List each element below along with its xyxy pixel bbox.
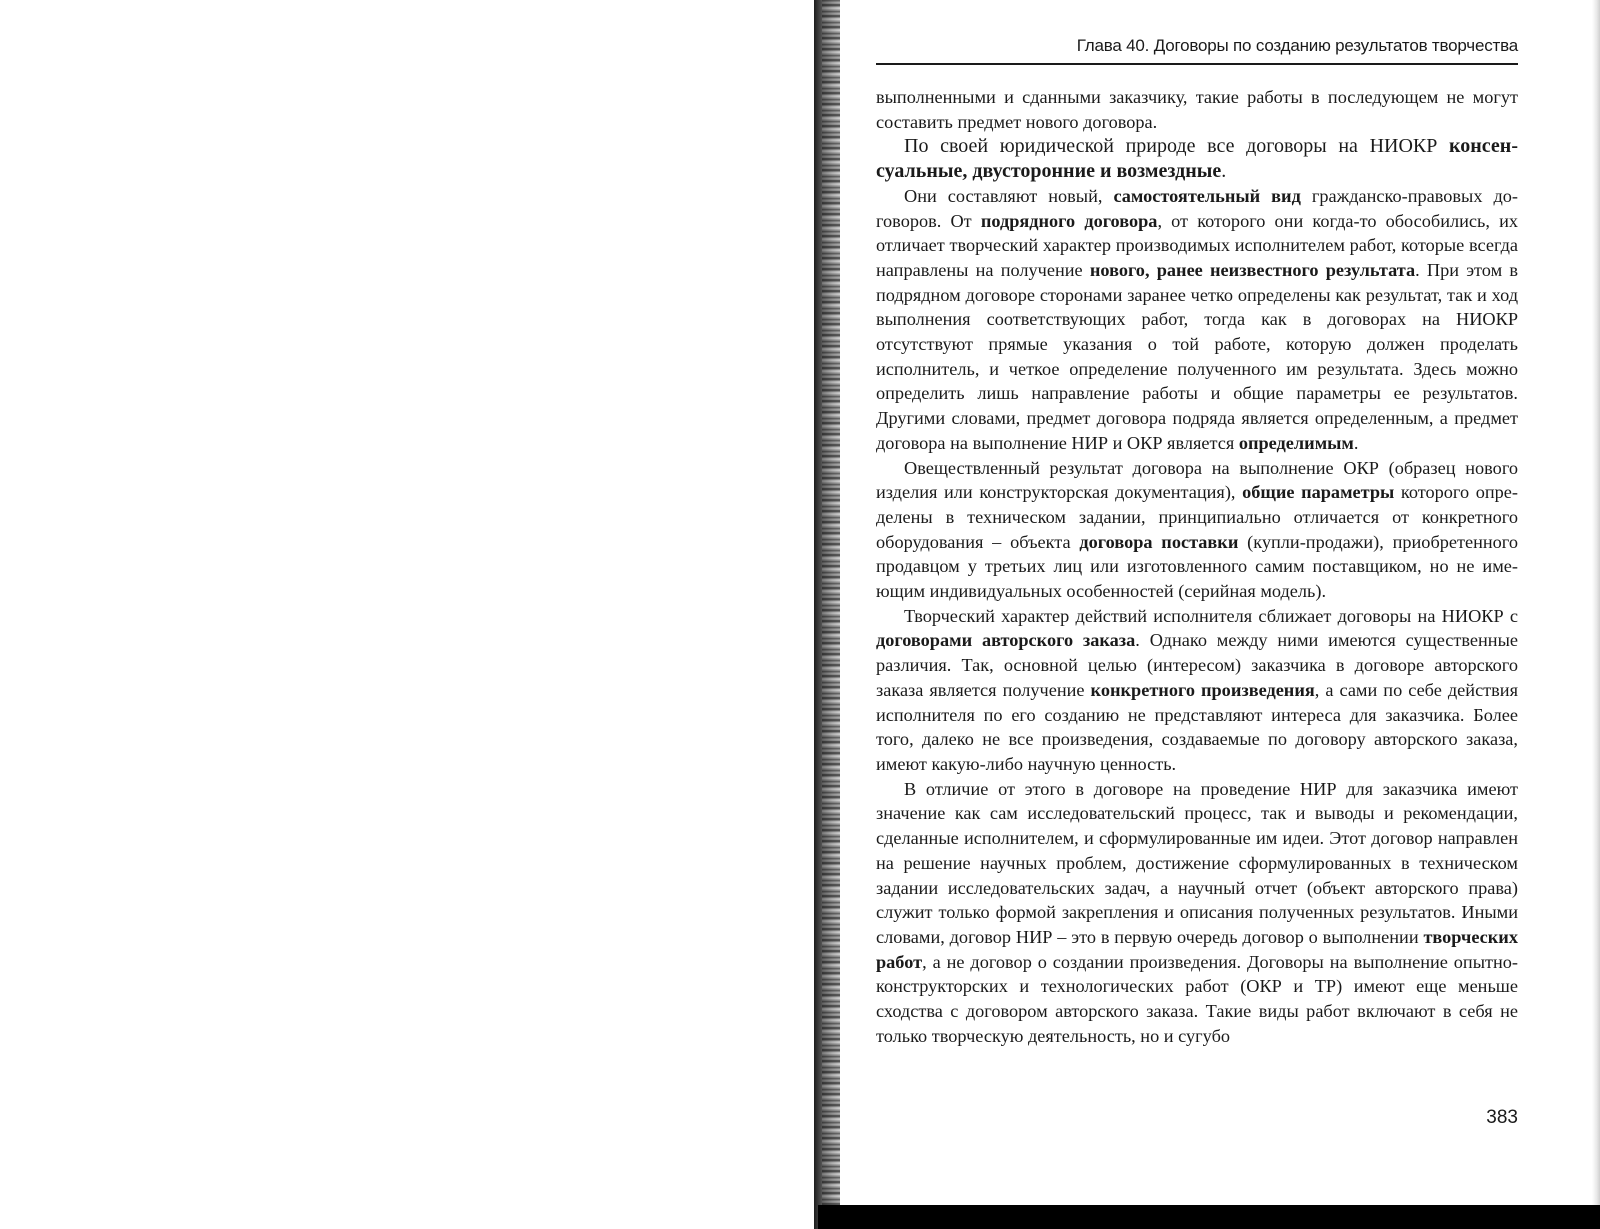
bold-term: определимым xyxy=(1238,432,1354,453)
text-segment: , а сами по себе действия исполнителя по его созданию не представляют интереса для заказчика. Более того, далеко не все произведения, создаваемые по договору авторского заказа, имеют какую-либо научную ценность. xyxy=(876,679,1518,774)
book-binding-edge xyxy=(814,0,822,1229)
text-segment: В отличие от этого в договоре на проведение НИР для заказчика имеют значение как сам исследовательский процесс, так и выводы и рекомендации, сделанные исполнителем, и сформулированные им идеи. Этот договор направлен на решение научных проблем, достижение сформулированных в техническом задании исследовательских задач, а научный отчет (объект авторского права) служит только формой закрепления и описания полученных результатов. Иными словами, договор НИР – это в первую очередь договор о выполнении xyxy=(876,778,1518,947)
page-number: 383 xyxy=(1486,1107,1518,1128)
text-segment: . Однако между ними имеются существенные различия. Так, основной целью (интересом) заказчика в договоре авторского заказа является получение xyxy=(876,630,1518,700)
paragraph xyxy=(876,184,1518,456)
text-segment: Творческий характер действий исполнителя сближает договоры на НИОКР с xyxy=(904,605,1518,626)
bold-term: договора поставки xyxy=(1079,531,1239,552)
text-segment: гражданско-правовых договоров. От xyxy=(876,185,1519,231)
book-page xyxy=(876,36,1518,1048)
text-segment: , от которого они когда-то обособились, их отличает творческий характер производимых исполнителем работ, которые всегда направлены на получение xyxy=(876,210,1518,280)
paragraph xyxy=(876,456,1518,604)
text-segment: . xyxy=(1353,432,1359,453)
paragraph xyxy=(876,85,1518,134)
scan-bottom-band xyxy=(818,1205,1600,1229)
bold-term: общие параметры xyxy=(1242,482,1395,503)
bold-term: самостоятельный вид xyxy=(1113,185,1301,206)
paragraph xyxy=(876,777,1518,1049)
bold-term: творческих работ xyxy=(876,926,1518,972)
bold-term: консенсуальные, двусторонние и возмездные xyxy=(876,135,1518,183)
page-body-text xyxy=(876,85,1518,1048)
running-head: Глава 40. Договоры по созданию результатов творчества xyxy=(876,36,1518,65)
bold-term: договорами авторского заказа xyxy=(876,630,1136,651)
text-segment: . xyxy=(1221,160,1227,183)
text-segment: По своей юридической природе все договоры на НИОКР xyxy=(904,135,1450,158)
bold-term: нового, ранее неизвестного результата xyxy=(1089,259,1416,280)
text-segment: выполненными и сданными заказчику, такие работы в последующем не могут составить предмет нового договора. xyxy=(876,87,1518,132)
text-segment: Овеществленный результат договора на выполнение ОКР (образец нового изделия или конструкторская документация), xyxy=(876,457,1518,503)
bold-term: конкретного произведения xyxy=(1090,679,1315,700)
paragraph xyxy=(876,134,1518,183)
text-segment: Они составляют новый, xyxy=(904,185,1114,206)
text-segment: (купли-продажи), приобретенного продавцом у третьих лиц или изготовленного самим поставщиком, но не имеющим индивидуальных особенностей (серийная модель). xyxy=(876,531,1518,602)
page-right-edge xyxy=(1592,0,1600,1229)
paragraph xyxy=(876,604,1518,777)
bold-term: подрядного договора xyxy=(980,210,1158,231)
text-segment: которого определены в техническом задании, принципиально отличается от конкретного оборудования – объекта xyxy=(876,482,1518,552)
text-segment: . При этом в подрядном договоре сторонами заранее четко определены как результат, так и ход выполнения соответствующих работ, тогда как в договорах на НИОКР отсутствуют прямые указания о той работе, которую должен проделать исполнитель, и четкое определение полученного им результата. Здесь можно определить лишь направление работы и общие параметры ее результатов. Другими словами, предмет договора подряда является определенным, а предмет договора на выполнение НИР и ОКР является xyxy=(876,259,1519,453)
text-segment: , а не договор о создании произведения. Договоры на выполнение опытно-конструкторских и технологических работ (ОКР и ТР) имеют еще меньше сходства с договором авторского заказа. Такие виды работ включают в себя не только творческую деятельность, но и сугубо xyxy=(876,951,1518,1046)
